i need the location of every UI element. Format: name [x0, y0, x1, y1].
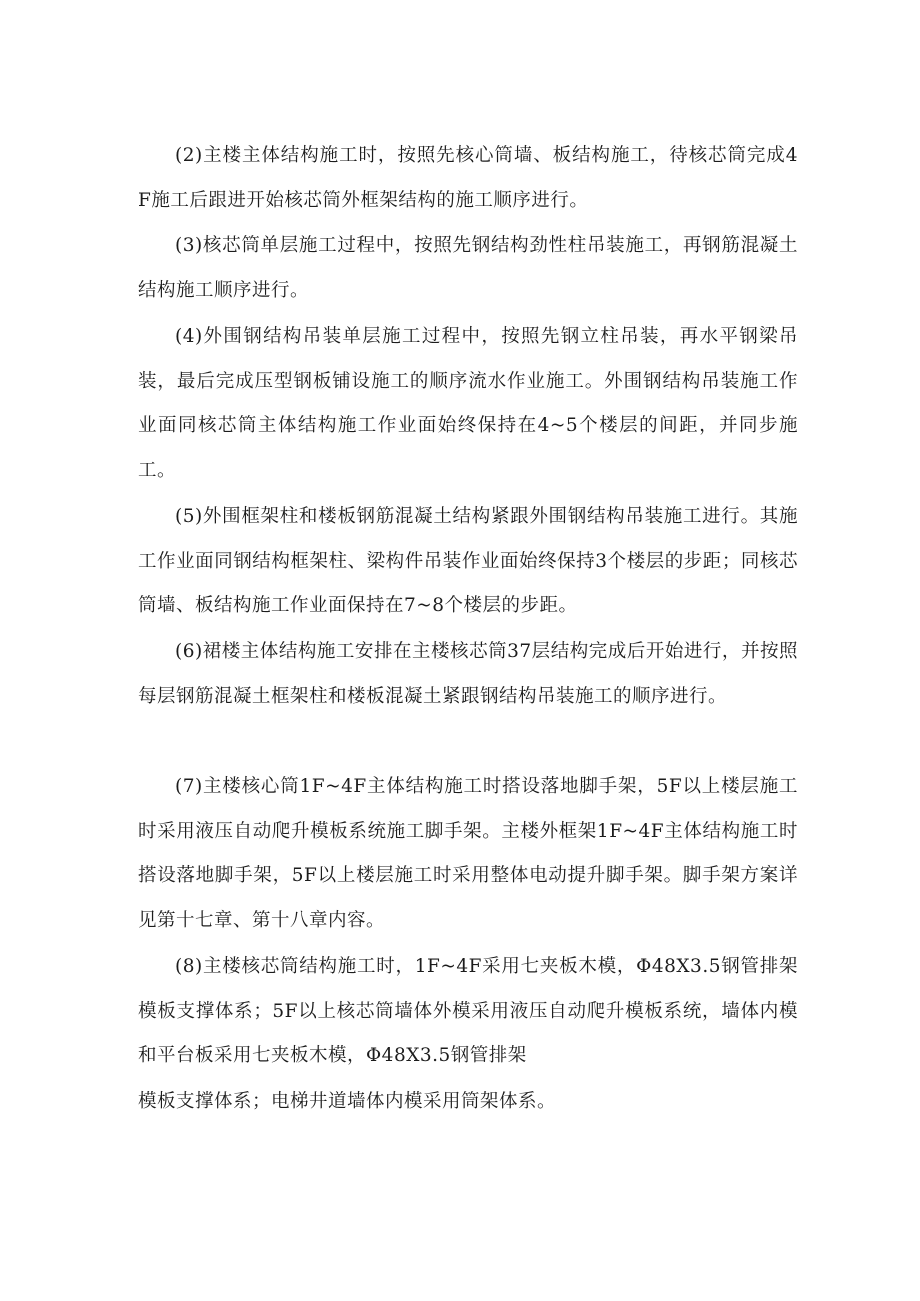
paragraph-item-2: (2)主楼主体结构施工时，按照先核心筒墙、板结构施工，待核芯筒完成4F施工后跟进开始核芯筒外框架结构的施工顺序进行。	[138, 145, 798, 211]
paragraph-item-8: (8)主楼核芯筒结构施工时，1F~4F采用七夹板木模，Φ48X3.5钢管排架模板支撑体系；5F以上核芯筒墙体外模采用液压自动爬升模板系统，墙体内模和平台板采用七夹板木模，Φ48X3.5钢管排架	[138, 956, 798, 1067]
paragraph-item-5: (5)外围框架柱和楼板钢筋混凝土结构紧跟外围钢结构吊装施工进行。其施工作业面同钢结构框架柱、梁构件吊装作业面始终保持3个楼层的步距；同核芯筒墙、板结构施工作业面保持在7~8个楼层的步距。	[138, 506, 798, 617]
paragraph-item-6: (6)裙楼主体结构施工安排在主楼核芯筒37层结构完成后开始进行，并按照每层钢筋混凝土框架柱和楼板混凝土紧跟钢结构吊装施工的顺序进行。	[138, 641, 798, 707]
paragraph-item-8-continuation: 模板支撑体系；电梯井道墙体内模采用筒架体系。	[138, 1091, 557, 1112]
paragraph-item-4: (4)外围钢结构吊装单层施工过程中，按照先钢立柱吊装，再水平钢梁吊装，最后完成压型钢板铺设施工的顺序流水作业施工。外围钢结构吊装施工作业面同核芯筒主体结构施工作业面始终保持在4~5个楼层的间距，并同步施工。	[138, 326, 798, 481]
paragraph-item-3: (3)核芯筒单层施工过程中，按照先钢结构劲性柱吊装施工，再钢筋混凝土结构施工顺序进行。	[138, 235, 798, 301]
paragraph-item-7: (7)主楼核心筒1F~4F主体结构施工时搭设落地脚手架，5F以上楼层施工时采用液压自动爬升模板系统施工脚手架。主楼外框架1F~4F主体结构施工时搭设落地脚手架，5F以上楼层施工时采用整体电动提升脚手架。脚手架方案详见第十七章、第十八章内容。	[138, 776, 798, 931]
